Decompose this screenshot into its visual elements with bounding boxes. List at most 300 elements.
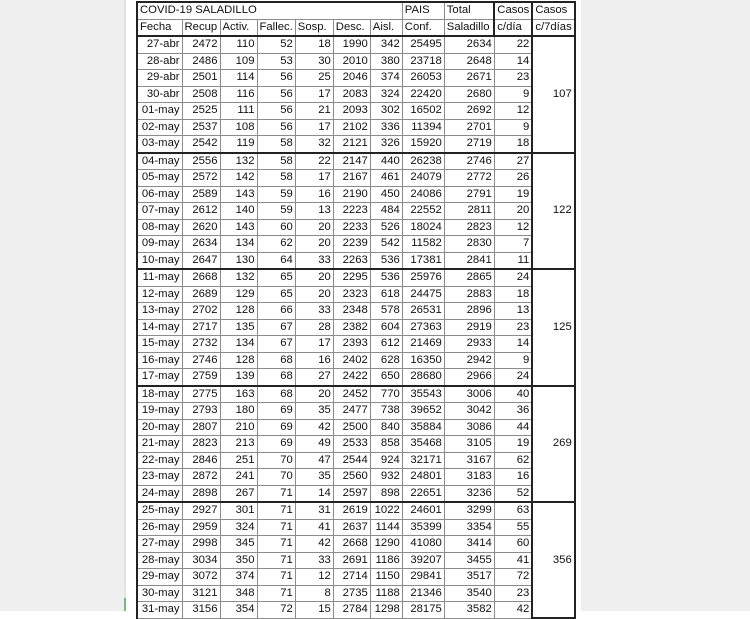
cell-casos-dia[interactable]: 22 (494, 36, 532, 53)
cell-casos-dia[interactable]: 9 (494, 352, 532, 369)
cell-sosp[interactable]: 20 (295, 286, 333, 303)
cell-activ[interactable]: 142 (220, 170, 257, 187)
cell-casos-dia[interactable]: 55 (494, 519, 532, 536)
cell-casos-dia[interactable]: 14 (494, 336, 532, 353)
cell-total-saladillo[interactable]: 2772 (444, 170, 494, 187)
cell-total-saladillo[interactable]: 2883 (444, 286, 494, 303)
cell-desc[interactable]: 2010 (333, 53, 370, 70)
cell-total-saladillo[interactable]: 3414 (444, 536, 494, 553)
cell-recup[interactable]: 2927 (182, 502, 220, 519)
cell-fecha[interactable]: 17-may (137, 369, 182, 386)
cell-desc[interactable]: 2093 (333, 103, 370, 120)
cell-fallec[interactable]: 64 (257, 252, 295, 269)
cell-sosp[interactable]: 31 (295, 502, 333, 519)
cell-recup[interactable]: 2634 (182, 236, 220, 253)
cell-aisl[interactable]: 536 (370, 269, 402, 286)
cell-total-saladillo[interactable]: 3086 (444, 419, 494, 436)
cell-recup[interactable]: 2823 (182, 436, 220, 453)
cell-desc[interactable]: 2382 (333, 319, 370, 336)
cell-casos-dia[interactable]: 27 (494, 153, 532, 170)
cell-recup[interactable]: 2775 (182, 386, 220, 403)
cell-aisl[interactable]: 326 (370, 136, 402, 153)
cell-total-saladillo[interactable]: 2719 (444, 136, 494, 153)
cell-pais-conf[interactable]: 35543 (402, 386, 444, 403)
cell-aisl[interactable]: 1150 (370, 569, 402, 586)
cell-aisl[interactable]: 924 (370, 452, 402, 469)
cell-desc[interactable]: 2735 (333, 585, 370, 602)
cell-total-saladillo[interactable]: 3299 (444, 502, 494, 519)
cell-fecha[interactable]: 10-may (137, 252, 182, 269)
cell-casos-dia[interactable]: 20 (494, 203, 532, 220)
cell-activ[interactable]: 110 (220, 36, 257, 53)
cell-fallec[interactable]: 67 (257, 336, 295, 353)
cell-fallec[interactable]: 66 (257, 303, 295, 320)
cell-activ[interactable]: 350 (220, 552, 257, 569)
cell-desc[interactable]: 1990 (333, 36, 370, 53)
cell-recup[interactable]: 2508 (182, 86, 220, 103)
cell-pais-conf[interactable]: 11582 (402, 236, 444, 253)
cell-fecha[interactable]: 24-may (137, 485, 182, 502)
cell-desc[interactable]: 2233 (333, 219, 370, 236)
cell-pais-conf[interactable]: 22552 (402, 203, 444, 220)
cell-recup[interactable]: 2556 (182, 153, 220, 170)
cell-pais-conf[interactable]: 24079 (402, 170, 444, 187)
cell-sosp[interactable]: 20 (295, 269, 333, 286)
cell-total-saladillo[interactable]: 2791 (444, 186, 494, 203)
cell-fallec[interactable]: 65 (257, 269, 295, 286)
cell-total-saladillo[interactable]: 3354 (444, 519, 494, 536)
cell-total-saladillo[interactable]: 3183 (444, 469, 494, 486)
cell-fecha[interactable]: 22-may (137, 452, 182, 469)
cell-fallec[interactable]: 59 (257, 203, 295, 220)
cell-fecha[interactable]: 08-may (137, 219, 182, 236)
cell-casos-dia[interactable]: 63 (494, 502, 532, 519)
cell-sosp[interactable]: 49 (295, 436, 333, 453)
weekly-cases-cell[interactable]: 122 (532, 153, 574, 270)
cell-desc[interactable]: 2402 (333, 352, 370, 369)
cell-sosp[interactable]: 20 (295, 219, 333, 236)
cell-desc[interactable]: 2668 (333, 536, 370, 553)
cell-desc[interactable]: 2637 (333, 519, 370, 536)
cell-recup[interactable]: 2620 (182, 219, 220, 236)
cell-desc[interactable]: 2544 (333, 452, 370, 469)
cell-fallec[interactable]: 65 (257, 286, 295, 303)
cell-aisl[interactable]: 898 (370, 485, 402, 502)
cell-sosp[interactable]: 18 (295, 36, 333, 53)
cell-pais-conf[interactable]: 29841 (402, 569, 444, 586)
cell-casos-dia[interactable]: 52 (494, 485, 532, 502)
cell-aisl[interactable]: 336 (370, 119, 402, 136)
cell-aisl[interactable]: 604 (370, 319, 402, 336)
cell-activ[interactable]: 114 (220, 70, 257, 87)
cell-fallec[interactable]: 60 (257, 219, 295, 236)
cell-total-saladillo[interactable]: 3517 (444, 569, 494, 586)
cell-aisl[interactable]: 526 (370, 219, 402, 236)
cell-fecha[interactable]: 23-may (137, 469, 182, 486)
cell-recup[interactable]: 3034 (182, 552, 220, 569)
cell-total-saladillo[interactable]: 3455 (444, 552, 494, 569)
cell-recup[interactable]: 2959 (182, 519, 220, 536)
cell-total-saladillo[interactable]: 2933 (444, 336, 494, 353)
cell-fallec[interactable]: 58 (257, 170, 295, 187)
cell-pais-conf[interactable]: 32171 (402, 452, 444, 469)
cell-sosp[interactable]: 16 (295, 186, 333, 203)
cell-aisl[interactable]: 536 (370, 252, 402, 269)
cell-sosp[interactable]: 16 (295, 352, 333, 369)
cell-fecha[interactable]: 13-may (137, 303, 182, 320)
cell-desc[interactable]: 2083 (333, 86, 370, 103)
cell-casos-dia[interactable]: 16 (494, 469, 532, 486)
cell-sosp[interactable]: 47 (295, 452, 333, 469)
cell-activ[interactable]: 108 (220, 119, 257, 136)
cell-fecha[interactable]: 26-may (137, 519, 182, 536)
cell-casos-dia[interactable]: 62 (494, 452, 532, 469)
cell-fallec[interactable]: 71 (257, 585, 295, 602)
cell-recup[interactable]: 2572 (182, 170, 220, 187)
cell-fallec[interactable]: 62 (257, 236, 295, 253)
cell-fallec[interactable]: 67 (257, 319, 295, 336)
cell-desc[interactable]: 2239 (333, 236, 370, 253)
cell-pais-conf[interactable]: 39207 (402, 552, 444, 569)
cell-fecha[interactable]: 02-may (137, 119, 182, 136)
cell-activ[interactable]: 345 (220, 536, 257, 553)
cell-activ[interactable]: 128 (220, 303, 257, 320)
cell-pais-conf[interactable]: 24475 (402, 286, 444, 303)
cell-sosp[interactable]: 33 (295, 252, 333, 269)
cell-casos-dia[interactable]: 72 (494, 569, 532, 586)
cell-sosp[interactable]: 21 (295, 103, 333, 120)
cell-desc[interactable]: 2190 (333, 186, 370, 203)
cell-pais-conf[interactable]: 39652 (402, 403, 444, 420)
cell-sosp[interactable]: 28 (295, 319, 333, 336)
cell-pais-conf[interactable]: 35884 (402, 419, 444, 436)
cell-total-saladillo[interactable]: 2896 (444, 303, 494, 320)
cell-fallec[interactable]: 72 (257, 602, 295, 619)
cell-pais-conf[interactable]: 22651 (402, 485, 444, 502)
cell-desc[interactable]: 2691 (333, 552, 370, 569)
cell-fallec[interactable]: 69 (257, 419, 295, 436)
cell-fecha[interactable]: 27-abr (137, 36, 182, 53)
cell-total-saladillo[interactable]: 2865 (444, 269, 494, 286)
cell-fecha[interactable]: 28-may (137, 552, 182, 569)
cell-desc[interactable]: 2348 (333, 303, 370, 320)
cell-aisl[interactable]: 840 (370, 419, 402, 436)
cell-casos-dia[interactable]: 18 (494, 136, 532, 153)
cell-pais-conf[interactable]: 15920 (402, 136, 444, 153)
cell-pais-conf[interactable]: 24086 (402, 186, 444, 203)
cell-activ[interactable]: 134 (220, 336, 257, 353)
cell-desc[interactable]: 2477 (333, 403, 370, 420)
cell-sosp[interactable]: 17 (295, 119, 333, 136)
cell-recup[interactable]: 2872 (182, 469, 220, 486)
cell-fecha[interactable]: 30-abr (137, 86, 182, 103)
cell-activ[interactable]: 119 (220, 136, 257, 153)
cell-fallec[interactable]: 52 (257, 36, 295, 53)
cell-activ[interactable]: 132 (220, 153, 257, 170)
cell-desc[interactable]: 2323 (333, 286, 370, 303)
cell-fallec[interactable]: 59 (257, 186, 295, 203)
cell-sosp[interactable]: 33 (295, 303, 333, 320)
cell-fecha[interactable]: 19-may (137, 403, 182, 420)
cell-total-saladillo[interactable]: 3540 (444, 585, 494, 602)
cell-activ[interactable]: 348 (220, 585, 257, 602)
cell-desc[interactable]: 2500 (333, 419, 370, 436)
cell-activ[interactable]: 301 (220, 502, 257, 519)
cell-aisl[interactable]: 1290 (370, 536, 402, 553)
cell-total-saladillo[interactable]: 3006 (444, 386, 494, 403)
cell-fallec[interactable]: 56 (257, 103, 295, 120)
cell-activ[interactable]: 135 (220, 319, 257, 336)
cell-fallec[interactable]: 58 (257, 153, 295, 170)
cell-casos-dia[interactable]: 12 (494, 219, 532, 236)
cell-desc[interactable]: 2619 (333, 502, 370, 519)
cell-total-saladillo[interactable]: 2841 (444, 252, 494, 269)
cell-fecha[interactable]: 25-may (137, 502, 182, 519)
cell-sosp[interactable]: 33 (295, 552, 333, 569)
cell-casos-dia[interactable]: 24 (494, 269, 532, 286)
cell-recup[interactable]: 3072 (182, 569, 220, 586)
cell-activ[interactable]: 213 (220, 436, 257, 453)
cell-recup[interactable]: 2501 (182, 70, 220, 87)
cell-total-saladillo[interactable]: 2811 (444, 203, 494, 220)
cell-aisl[interactable]: 380 (370, 53, 402, 70)
weekly-cases-cell[interactable]: 269 (532, 386, 574, 503)
cell-casos-dia[interactable]: 60 (494, 536, 532, 553)
weekly-cases-cell[interactable]: 125 (532, 269, 574, 386)
cell-activ[interactable]: 324 (220, 519, 257, 536)
cell-casos-dia[interactable]: 14 (494, 53, 532, 70)
cell-casos-dia[interactable]: 12 (494, 103, 532, 120)
cell-fallec[interactable]: 56 (257, 70, 295, 87)
cell-casos-dia[interactable]: 23 (494, 319, 532, 336)
cell-fecha[interactable]: 30-may (137, 585, 182, 602)
cell-sosp[interactable]: 17 (295, 336, 333, 353)
cell-activ[interactable]: 140 (220, 203, 257, 220)
cell-casos-dia[interactable]: 13 (494, 303, 532, 320)
cell-total-saladillo[interactable]: 2671 (444, 70, 494, 87)
cell-sosp[interactable]: 41 (295, 519, 333, 536)
cell-recup[interactable]: 2793 (182, 403, 220, 420)
cell-casos-dia[interactable]: 40 (494, 386, 532, 403)
cell-desc[interactable]: 2223 (333, 203, 370, 220)
cell-fallec[interactable]: 53 (257, 53, 295, 70)
cell-desc[interactable]: 2452 (333, 386, 370, 403)
cell-fecha[interactable]: 15-may (137, 336, 182, 353)
cell-aisl[interactable]: 1144 (370, 519, 402, 536)
cell-total-saladillo[interactable]: 2680 (444, 86, 494, 103)
cell-sosp[interactable]: 32 (295, 136, 333, 153)
cell-fecha[interactable]: 29-abr (137, 70, 182, 87)
cell-fecha[interactable]: 28-abr (137, 53, 182, 70)
cell-recup[interactable]: 2668 (182, 269, 220, 286)
cell-pais-conf[interactable]: 35399 (402, 519, 444, 536)
cell-aisl[interactable]: 628 (370, 352, 402, 369)
cell-total-saladillo[interactable]: 2692 (444, 103, 494, 120)
cell-activ[interactable]: 132 (220, 269, 257, 286)
cell-casos-dia[interactable]: 26 (494, 170, 532, 187)
cell-recup[interactable]: 2746 (182, 352, 220, 369)
cell-sosp[interactable]: 27 (295, 369, 333, 386)
cell-activ[interactable]: 116 (220, 86, 257, 103)
cell-fallec[interactable]: 56 (257, 86, 295, 103)
cell-sosp[interactable]: 22 (295, 153, 333, 170)
cell-fecha[interactable]: 14-may (137, 319, 182, 336)
cell-sosp[interactable]: 14 (295, 485, 333, 502)
cell-fallec[interactable]: 69 (257, 436, 295, 453)
cell-fallec[interactable]: 68 (257, 352, 295, 369)
cell-pais-conf[interactable]: 22420 (402, 86, 444, 103)
cell-recup[interactable]: 2759 (182, 369, 220, 386)
cell-desc[interactable]: 2147 (333, 153, 370, 170)
cell-sosp[interactable]: 17 (295, 86, 333, 103)
cell-fallec[interactable]: 71 (257, 519, 295, 536)
cell-pais-conf[interactable]: 25976 (402, 269, 444, 286)
cell-aisl[interactable]: 484 (370, 203, 402, 220)
cell-sosp[interactable]: 8 (295, 585, 333, 602)
cell-pais-conf[interactable]: 24801 (402, 469, 444, 486)
cell-total-saladillo[interactable]: 3582 (444, 602, 494, 619)
cell-desc[interactable]: 2597 (333, 485, 370, 502)
cell-fecha[interactable]: 09-may (137, 236, 182, 253)
cell-aisl[interactable]: 324 (370, 86, 402, 103)
cell-fallec[interactable]: 71 (257, 536, 295, 553)
cell-aisl[interactable]: 932 (370, 469, 402, 486)
cell-fecha[interactable]: 31-may (137, 602, 182, 619)
cell-recup[interactable]: 2807 (182, 419, 220, 436)
cell-activ[interactable]: 130 (220, 252, 257, 269)
cell-pais-conf[interactable]: 28680 (402, 369, 444, 386)
cell-aisl[interactable]: 1298 (370, 602, 402, 619)
cell-aisl[interactable]: 1022 (370, 502, 402, 519)
cell-aisl[interactable]: 770 (370, 386, 402, 403)
cell-total-saladillo[interactable]: 2701 (444, 119, 494, 136)
cell-sosp[interactable]: 25 (295, 70, 333, 87)
cell-sosp[interactable]: 20 (295, 386, 333, 403)
cell-total-saladillo[interactable]: 2966 (444, 369, 494, 386)
cell-sosp[interactable]: 12 (295, 569, 333, 586)
cell-sosp[interactable]: 17 (295, 170, 333, 187)
cell-casos-dia[interactable]: 7 (494, 236, 532, 253)
cell-fallec[interactable]: 56 (257, 119, 295, 136)
cell-recup[interactable]: 2472 (182, 36, 220, 53)
cell-recup[interactable]: 2898 (182, 485, 220, 502)
cell-pais-conf[interactable]: 28175 (402, 602, 444, 619)
cell-desc[interactable]: 2784 (333, 602, 370, 619)
cell-casos-dia[interactable]: 9 (494, 86, 532, 103)
cell-activ[interactable]: 111 (220, 103, 257, 120)
cell-sosp[interactable]: 42 (295, 536, 333, 553)
cell-activ[interactable]: 374 (220, 569, 257, 586)
cell-desc[interactable]: 2167 (333, 170, 370, 187)
cell-aisl[interactable]: 542 (370, 236, 402, 253)
cell-fecha[interactable]: 12-may (137, 286, 182, 303)
cell-aisl[interactable]: 1186 (370, 552, 402, 569)
cell-activ[interactable]: 139 (220, 369, 257, 386)
cell-sosp[interactable]: 13 (295, 203, 333, 220)
cell-casos-dia[interactable]: 11 (494, 252, 532, 269)
cell-recup[interactable]: 3156 (182, 602, 220, 619)
cell-total-saladillo[interactable]: 2830 (444, 236, 494, 253)
cell-sosp[interactable]: 30 (295, 53, 333, 70)
cell-recup[interactable]: 2998 (182, 536, 220, 553)
cell-activ[interactable]: 180 (220, 403, 257, 420)
cell-fallec[interactable]: 71 (257, 485, 295, 502)
cell-activ[interactable]: 128 (220, 352, 257, 369)
cell-recup[interactable]: 2647 (182, 252, 220, 269)
cell-sosp[interactable]: 35 (295, 403, 333, 420)
cell-pais-conf[interactable]: 41080 (402, 536, 444, 553)
cell-fecha[interactable]: 18-may (137, 386, 182, 403)
cell-recup[interactable]: 2702 (182, 303, 220, 320)
cell-aisl[interactable]: 738 (370, 403, 402, 420)
cell-activ[interactable]: 143 (220, 219, 257, 236)
cell-activ[interactable]: 267 (220, 485, 257, 502)
cell-pais-conf[interactable]: 23718 (402, 53, 444, 70)
cell-fecha[interactable]: 27-may (137, 536, 182, 553)
cell-fallec[interactable]: 58 (257, 136, 295, 153)
cell-total-saladillo[interactable]: 3167 (444, 452, 494, 469)
cell-recup[interactable]: 3121 (182, 585, 220, 602)
cell-fallec[interactable]: 70 (257, 452, 295, 469)
cell-activ[interactable]: 241 (220, 469, 257, 486)
cell-pais-conf[interactable]: 35468 (402, 436, 444, 453)
cell-recup[interactable]: 2542 (182, 136, 220, 153)
cell-pais-conf[interactable]: 24601 (402, 502, 444, 519)
cell-recup[interactable]: 2612 (182, 203, 220, 220)
cell-aisl[interactable]: 440 (370, 153, 402, 170)
cell-total-saladillo[interactable]: 2746 (444, 153, 494, 170)
cell-activ[interactable]: 210 (220, 419, 257, 436)
cell-pais-conf[interactable]: 18024 (402, 219, 444, 236)
cell-casos-dia[interactable]: 9 (494, 119, 532, 136)
cell-pais-conf[interactable]: 26053 (402, 70, 444, 87)
cell-sosp[interactable]: 42 (295, 419, 333, 436)
cell-casos-dia[interactable]: 23 (494, 70, 532, 87)
cell-casos-dia[interactable]: 36 (494, 403, 532, 420)
cell-desc[interactable]: 2046 (333, 70, 370, 87)
cell-recup[interactable]: 2486 (182, 53, 220, 70)
cell-fallec[interactable]: 71 (257, 502, 295, 519)
cell-fallec[interactable]: 71 (257, 552, 295, 569)
cell-casos-dia[interactable]: 19 (494, 436, 532, 453)
cell-total-saladillo[interactable]: 3042 (444, 403, 494, 420)
weekly-cases-cell[interactable]: 107 (532, 36, 574, 153)
cell-casos-dia[interactable]: 18 (494, 286, 532, 303)
cell-fecha[interactable]: 16-may (137, 352, 182, 369)
cell-aisl[interactable]: 461 (370, 170, 402, 187)
cell-pais-conf[interactable]: 21469 (402, 336, 444, 353)
cell-recup[interactable]: 2846 (182, 452, 220, 469)
cell-pais-conf[interactable]: 16502 (402, 103, 444, 120)
weekly-cases-cell[interactable]: 356 (532, 502, 574, 618)
cell-total-saladillo[interactable]: 2634 (444, 36, 494, 53)
cell-total-saladillo[interactable]: 3236 (444, 485, 494, 502)
cell-fecha[interactable]: 01-may (137, 103, 182, 120)
cell-activ[interactable]: 143 (220, 186, 257, 203)
cell-desc[interactable]: 2263 (333, 252, 370, 269)
cell-recup[interactable]: 2537 (182, 119, 220, 136)
cell-aisl[interactable]: 618 (370, 286, 402, 303)
cell-sosp[interactable]: 15 (295, 602, 333, 619)
cell-recup[interactable]: 2525 (182, 103, 220, 120)
cell-aisl[interactable]: 612 (370, 336, 402, 353)
cell-pais-conf[interactable]: 26238 (402, 153, 444, 170)
cell-activ[interactable]: 109 (220, 53, 257, 70)
cell-total-saladillo[interactable]: 2648 (444, 53, 494, 70)
cell-desc[interactable]: 2295 (333, 269, 370, 286)
cell-activ[interactable]: 134 (220, 236, 257, 253)
cell-aisl[interactable]: 342 (370, 36, 402, 53)
